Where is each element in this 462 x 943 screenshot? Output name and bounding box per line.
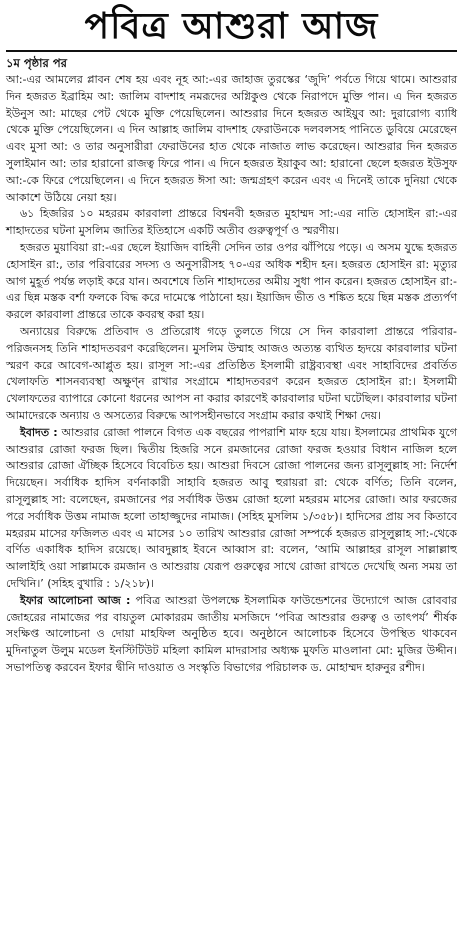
- article-paragraph: [6, 240, 457, 324]
- article-paragraph: [6, 72, 457, 206]
- paragraph-lead: ইফার আলোচনা আজ :: [20, 593, 131, 607]
- article-paragraph: [6, 425, 457, 593]
- paragraph-text: আশুরার রোজা পালনে বিগত এক বছরের পাপরাশি মাফ হয়ে যায়। ইসলামের প্রাথমিক যুগে আশুরার রোজা ফরজ ছিল। দ্বিতীয় হিজরি সনে রমজানের রোজা ফরজ হওয়ার বিধান নাজিল হলে আশুরার রোজা ঐচ্ছিক হিসেবে বিবেচিত হয়। আশুরা দিবসে রোজা পালনের জন্য রাসূলুল্লাহ সা: নির্দেশ দিয়েছেন। সর্বাধিক হাদিস বর্ণনাকারী সাহাবি হজরত আবু হুরায়রা রা: থেকে বর্ণিত; তিনি বলেন, রাসূলুল্লাহ সা: বলেছেন, রমজানের পর সর্বাধিক উত্তম রোজা হলো মহররম মাসের রোজা। আর ফরজের পরে সর্বাধিক উত্তম নামাজ হলো তাহাজ্জুদের নামাজ। (সহিহ মুসলিম ১/৩৫৮)। হাদিসের প্রায় সব কিতাবে মহররম মাসের ফজিলত এবং এ মাসের ১০ তারিখ আশুরার রোজা সম্পর্কে হজরত রাসূলুল্লাহ সা:-থেকে বর্ণিত একাধিক হাদিস রয়েছে। আবদুল্লাহ ইবনে আব্বাস রা: বলেন, ‘আমি আল্লাহর রাসূল সাল্লাল্লাহু আলাইহি ওয়া সাল্লামকে রমজান ও আশুরায় যেরূপ গুরুত্বের সাথে রোজা রাখতে দেখেছি অন্য সময় তা দেখিনি।’ (সহিহ বুখারি : ১/২১৮)।: [6, 425, 457, 590]
- paragraph-text: পবিত্র আশুরা উপলক্ষে ইসলামিক ফাউন্ডেশনের উদ্যোগে আজ রোববার জোহরের নামাজের পর বায়তুল মোকাররম জাতীয় মসজিদে ‘পবিত্র আশুরার গুরুত্ব ও তাৎপর্য’ শীর্ষক সংক্ষিপ্ত আলোচনা ও দোয়া মাহফিল অনুষ্ঠিত হবে। অনুষ্ঠানে আলোচক হিসেবে উপস্থিত থাকবেন মুদিনাতুল উলুম মডেল ইনস্টিটিউট মহিলা কামিল মাদরাসার অধ্যক্ষ মুফতি মাওলানা মো: মুজির উদ্দীন। সভাপতিত্ব করবেন ইফার দ্বীনি দাওয়াত ও সংস্কৃতি বিভাগের পরিচালক ড. মোহাম্মদ হারুনুর রশীদ।: [6, 593, 457, 674]
- article-body: [6, 72, 457, 677]
- paragraph-text: অন্যায়ের বিরুদ্ধে প্রতিবাদ ও প্রতিরোধ গড়ে তুলতে গিয়ে সে দিন কারবালা প্রান্তরে পরিবার-পরিজনসহ তিনি শাহাদতবরণ করেছিলেন। মুসলিম উম্মাহ আজও অত্যন্ত ব্যথিত হৃদয়ে কারবালার ঘটনা স্মরণ করে আবেগ-আপ্লুত হয়। রাসূল সা:-এর প্রতিষ্ঠিত ইসলামী রাষ্ট্রব্যবস্থা এবং সাহাবিদের প্রবর্তিত খেলাফতি শাসনব্যবস্থা অক্ষুণ্ন রাখার সংগ্রামে শাহাদতবরণ করেন হজরত হোসাইন রা:। ইসলামী খেলাফতের ব্যাপারে কোনো ধরনের আপস না করার কারণেই কারবালার ঘটনা ঘটেছিল। কারবালার ঘটনা আমাদেরকে অন্যায় ও অসত্যের বিরুদ্ধে আপসহীনভাবে সংগ্রাম করার কথাই শিক্ষা দেয়।: [6, 324, 457, 422]
- paragraph-text: আ:-এর আমলের প্লাবন শেষ হয় এবং নূহ আ:-এর জাহাজ তুরস্কের ‘জুদি’ পর্বতে গিয়ে থামে। আশুরার দিন হজরত ইব্রাহিম আ: জালিম বাদশাহ নমরূদের অগ্নিকুণ্ড থেকে নিরাপদে মুক্তি পান। এ দিন হজরত ইউনুস আ: মাছের পেট থেকে মুক্তি পেয়েছিলেন। আশুরার দিনে হজরত আইয়ুব আ: দুরারোগ্য ব্যাধি থেকে মুক্তি পেয়েছিলেন। এ দিন আল্লাহ জালিম বাদশাহ ফেরাউনকে দলবলসহ পানিতে ডুবিয়ে মেরেছেন এবং মুসা আ: ও তার অনুসারীরা ফেরাউনের হাত থেকে নাজাত লাভ করেছেন। আশুরার দিন হজরত সুলাইমান আ: তার হারানো রাজত্ব ফিরে পান। এ দিনে হজরত ইয়াকুব আ: হারানো ছেলে হজরত ইউসুফ আ:-কে ফিরে পেয়েছিলেন। এ দিনে হজরত ঈসা আ: জন্মগ্রহণ করেন এবং এ দিনেই তাকে দুনিয়া থেকে আকাশে উঠিয়ে নেয়া হয়।: [6, 73, 457, 204]
- article-paragraph: [6, 206, 457, 240]
- headline-rule: [6, 50, 457, 52]
- paragraph-text: ৬১ হিজরির ১০ মহররম কারবালা প্রান্তরে বিশ্বনবী হজরত মুহাম্মদ সা:-এর নাতি হোসাইন রা:-এর শাহাদতের ঘটনা মুসলিম জাতির ইতিহাসে একটি অতীব গুরুত্বপূর্ণ ও স্মরণীয়।: [6, 207, 457, 238]
- paragraph-text: হজরত মুয়াবিয়া রা:-এর ছেলে ইয়াজিদ বাহিনী সেদিন তার ওপর ঝাঁপিয়ে পড়ে। এ অসম যুদ্ধে হজরত হোসাইন রা:, তার পরিবারের সদস্য ও অনুসারীসহ ৭০-এর অধিক শহীদ হন। হজরত হোসাইন রা: মৃত্যুর আগ মুহূর্ত পর্যন্ত লড়াই করে যান। অবশেষে তিনি শাহাদতের অমীয় সুধা পান করেন। হজরত হোসাইন রা:-এর ছিন্ন মস্তক বর্শা ফলকে বিদ্ধ করে দামেস্কে পাঠানো হয়। ইয়াজিদ ভীত ও শঙ্কিত হয়ে ছিন্ন মস্তক প্রত্যর্পণ করলে কারবালা প্রান্তরে তাকে কবরস্থ করা হয়।: [6, 240, 457, 322]
- jump-line: ১ম পৃষ্ঠার পর: [6, 56, 67, 70]
- article-paragraph: [6, 593, 457, 677]
- article-paragraph: [6, 324, 457, 425]
- paragraph-lead: ইবাদত :: [20, 425, 58, 439]
- headline: পবিত্র আশুরা আজ: [84, 5, 379, 47]
